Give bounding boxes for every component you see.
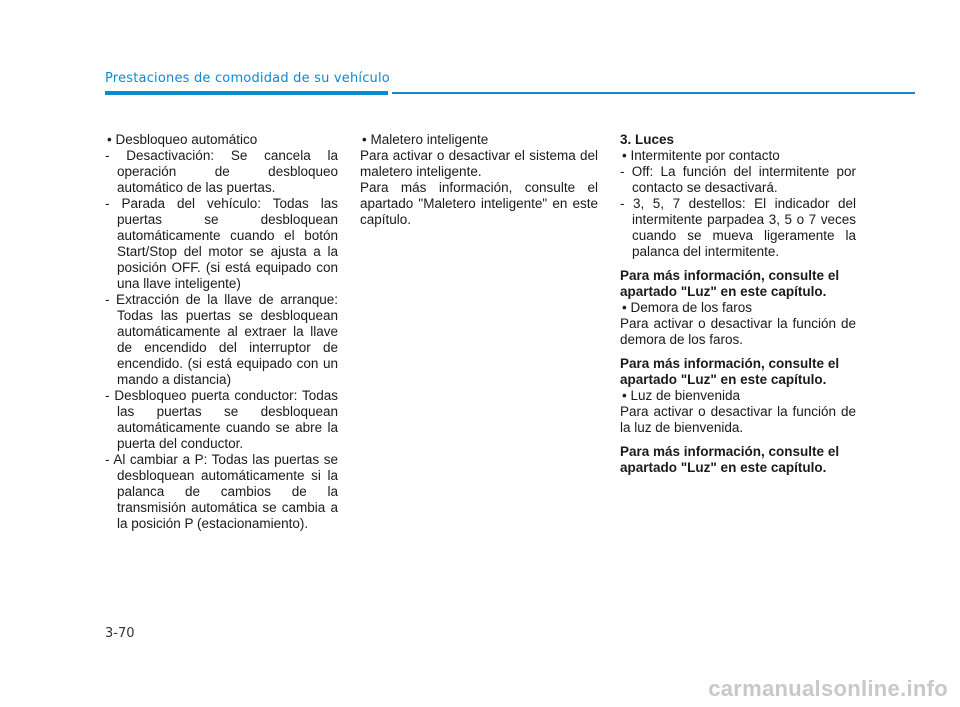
item-flashes: - 3, 5, 7 destellos: El indicador del intermitente parpadea 3, 5 o 7 veces cuando se mueva ligeramente la palanca del intermitente. <box>620 196 856 259</box>
note-light-reference-3: Para más información, consulte el apartado "Luz" en este capítulo. <box>620 444 840 475</box>
bullet-welcome-light: • Luz de bienvenida <box>622 388 741 403</box>
bullet-smart-trunk: • Maletero inteligente <box>362 132 489 147</box>
bullet-auto-unlock: • Desbloqueo automático <box>107 132 258 147</box>
item-shift-to-p: - Al cambiar a P: Todas las puertas se desbloquean automáticamente si la palanca de cambios de la transmisión automática se cambia a la posición P (estacionamiento). <box>105 452 338 531</box>
item-key-removal: - Extracción de la llave de arranque: Todas las puertas se desbloquean automáticamente al extraer la llave de encendido del interruptor de encendido. (si está equipado con un mando a distancia) <box>105 292 338 387</box>
watermark: carmanualsonline.info <box>708 676 948 701</box>
header-rule-thin <box>392 92 915 94</box>
item-off: - Off: La función del intermitente por contacto se desactivará. <box>620 164 856 195</box>
paragraph-headlight-delay: Para activar o desactivar la función de demora de los faros. <box>620 316 856 347</box>
column-3 <box>620 132 856 476</box>
item-vehicle-stop: - Parada del vehículo: Todas las puertas se desbloquean automáticamente cuando el botón Start/Stop del motor se ajusta a la posición OFF. (si está equipado con una llave inteligente) <box>105 196 338 291</box>
paragraph-smart-trunk-toggle: Para activar o desactivar el sistema del maletero inteligente. <box>360 148 598 179</box>
item-driver-door: - Desbloqueo puerta conductor: Todas las puertas se desbloquean automáticamente cuando se abre la puerta del conductor. <box>105 388 338 451</box>
heading-lights: 3. Luces <box>620 132 675 147</box>
column-2 <box>360 132 598 228</box>
note-light-reference-1: Para más información, consulte el apartado "Luz" en este capítulo. <box>620 268 840 299</box>
column-1 <box>105 132 338 532</box>
paragraph-welcome-light: Para activar o desactivar la función de la luz de bienvenida. <box>620 404 856 435</box>
header-rule-thick <box>105 91 388 95</box>
note-light-reference-2: Para más información, consulte el apartado "Luz" en este capítulo. <box>620 356 840 387</box>
paragraph-smart-trunk-reference: Para más información, consulte el apartado "Maletero inteligente" en este capítulo. <box>360 180 598 227</box>
item-deactivation: - Desactivación: Se cancela la operación de desbloqueo automático de las puertas. <box>105 148 338 195</box>
bullet-one-touch-turn-signal: • Intermitente por contacto <box>622 148 780 163</box>
page-number: 3-70 <box>105 626 135 641</box>
section-title: Prestaciones de comodidad de su vehículo <box>105 71 390 86</box>
bullet-headlight-delay: • Demora de los faros <box>622 300 753 315</box>
